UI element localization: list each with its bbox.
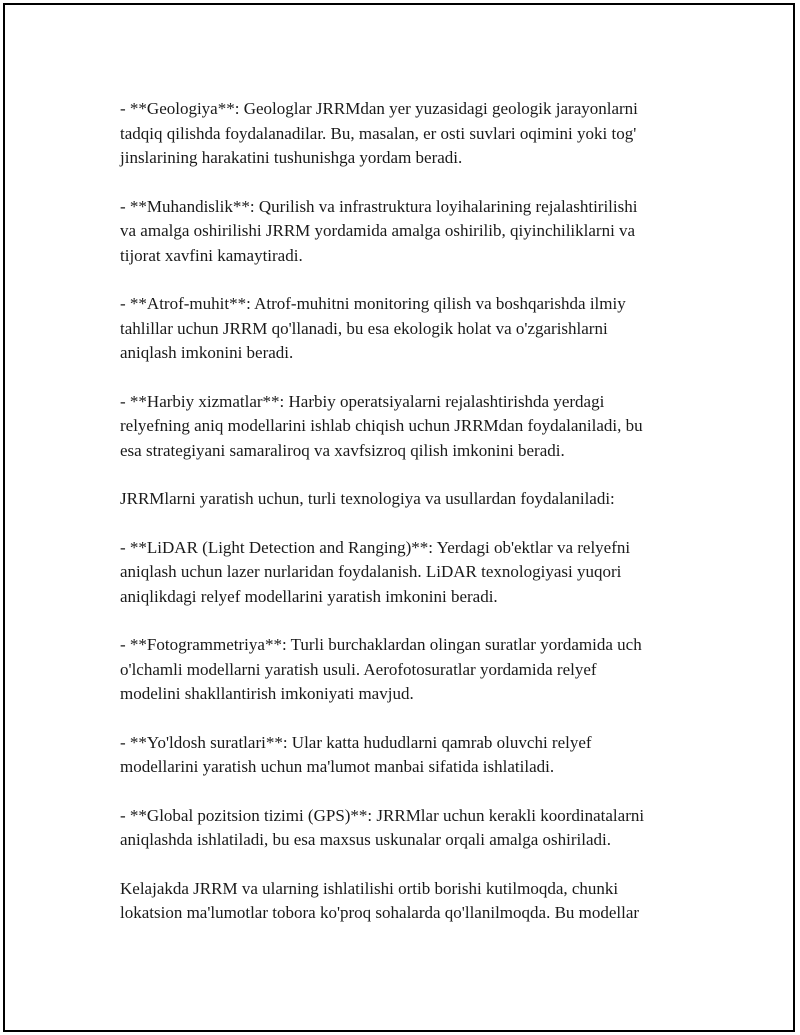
paragraph-lidar: - **LiDAR (Light Detection and Ranging)**: Yerdagi ob'ektlar va relyefni aniqlash uchun lazer nurlaridan foydalanish. LiDAR texnologiyasi yuqori aniqlikdagi relyef modellarini yaratish imkonini beradi. [120, 537, 631, 606]
paragraph-yoldosh-suratlari: - **Yo'ldosh suratlari**: Ular katta hududlarni qamrab oluvchi relyef modellarini yaratish uchun ma'lumot manbai sifatida ishlatiladi. [120, 732, 592, 776]
paragraph-harbiy-xizmatlar: - **Harbiy xizmatlar**: Harbiy operatsiyalarni rejalashtirishda yerdagi relyefning aniq modellarini ishlab chiqish uchun JRRMdan foydalaniladi, bu esa strategiyani samaraliroq va xavfsizroq qilish imkonini beradi. [120, 391, 643, 460]
document-body [120, 97, 700, 950]
paragraph-geologiya: - **Geologiya**: Geologlar JRRMdan yer yuzasidagi geologik jarayonlarni tadqiq qilishda foydalanadilar. Bu, masalan, er osti suvlari oqimini yoki tog' jinslarining harakatini tushunishga yordam beradi. [120, 99, 638, 167]
paragraph-atrof-muhit: - **Atrof-muhit**: Atrof-muhitni monitoring qilish va boshqarishda ilmiy tahlillar uchun JRRM qo'llanadi, bu esa ekologik holat va o'zgarishlarni aniqlash imkonini beradi. [120, 294, 626, 362]
paragraph-technologies-intro: JRRMlarni yaratish uchun, turli texnologiya va usullardan foydalaniladi: [120, 489, 615, 508]
paragraph-muhandislik: - **Muhandislik**: Qurilish va infrastruktura loyihalarining rejalashtirilishi va amalga oshirilishi JRRM yordamida amalga oshirilib, qiyinchiliklarni va tijorat xavfini kamaytiradi. [120, 196, 638, 265]
document-page [3, 3, 795, 1032]
paragraph-gps: - **Global pozitsion tizimi (GPS)**: JRRMlar uchun kerakli koordinatalarni aniqlashda ishlatiladi, bu esa maxsus uskunalar orqali amalga oshiriladi. [120, 805, 645, 849]
paragraph-kelajakda: Kelajakda JRRM va ularning ishlatilishi ortib borishi kutilmoqda, chunki lokatsion ma'lumotlar tobora ko'proq sohalarda qo'llanilmoqda. Bu modellar [120, 878, 640, 922]
paragraph-fotogrammetriya: - **Fotogrammetriya**: Turli burchaklardan olingan suratlar yordamida uch o'lchamli modellarni yaratish usuli. Aerofotosuratlar yordamida relyef modelini shakllantirish imkoniyati mavjud. [120, 635, 642, 703]
